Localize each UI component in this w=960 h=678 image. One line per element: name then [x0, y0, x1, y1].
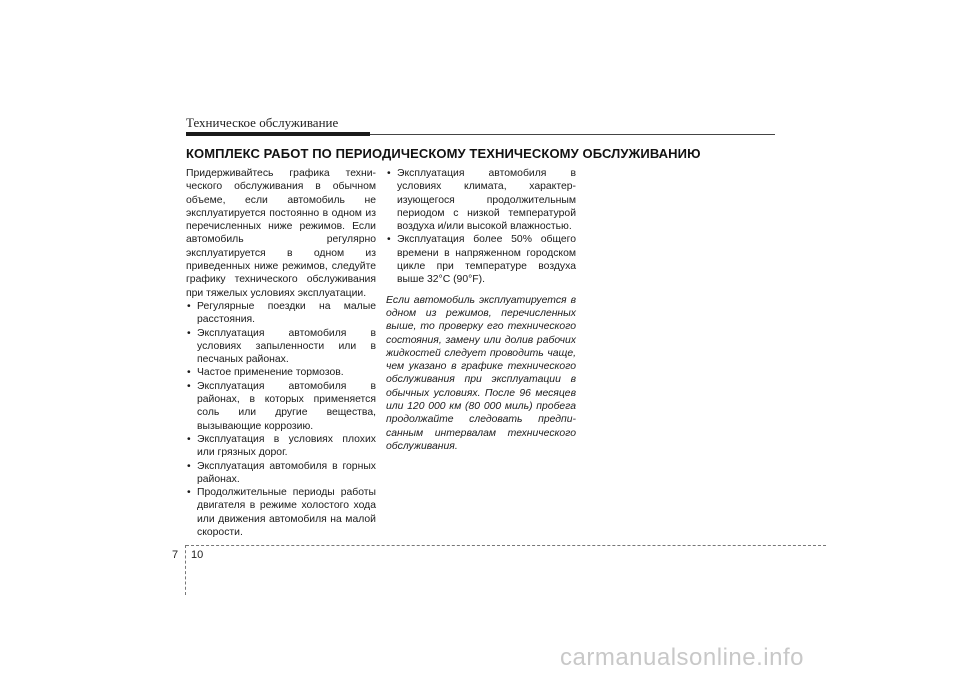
list-item: • Эксплуатация автомобиля в условиях климата, характер- изующегося продолжительным периодом с низкой температурой воздуха и/или высокой влажностью.	[386, 167, 576, 233]
left-column	[186, 167, 376, 539]
conditions-list-left	[186, 300, 376, 539]
list-item: • Эксплуатация автомобиля в районах, в которых применяется соль или другие вещества, вызывающие коррозию.	[186, 380, 376, 433]
list-item: • Эксплуатация автомобиля в условиях запыленности или в песчаных районах.	[186, 327, 376, 367]
list-item: • Эксплуатация в условиях плохих или грязных дорог.	[186, 433, 376, 460]
list-item: • Продолжительные периоды работы двигателя в режиме холостого хода или движения автомобиля на малой скорости.	[186, 486, 376, 539]
list-item: • Регулярные поездки на малые расстояния.	[186, 300, 376, 327]
list-item: • Эксплуатация более 50% общего времени в напряженном городском цикле при температуре воздуха выше 32°C (90°F).	[386, 233, 576, 286]
page-number: 10	[191, 549, 204, 561]
chapter-number: 7	[172, 549, 179, 561]
conditions-list-right	[386, 167, 576, 287]
list-item: • Эксплуатация автомобиля в горных районах.	[186, 460, 376, 487]
section-title: КОМПЛЕКС РАБОТ ПО ПЕРИОДИЧЕСКОМУ ТЕХНИЧЕСКОМУ ОБСЛУЖИВАНИЮ	[186, 146, 701, 161]
watermark: carmanualsonline.info	[560, 644, 804, 671]
footer-dashed-divider	[185, 545, 186, 595]
list-item: • Частое применение тормозов.	[186, 366, 376, 379]
right-column	[386, 167, 576, 453]
italic-note: Если автомобиль эксплуатируется в одном из режимов, перечисленных выше, то проверку его технического состояния, замену или долив рабочих жидкостей следует проводить чаще, чем указано в графике технического обслуживания при эксплуатации в обычных условиях. После 96 месяцев или 120 000 км (80 000 миль) пробега продолжайте следовать предпи- санным интервалам технического обслуживания.	[386, 294, 576, 452]
running-header: Техническое обслуживание	[186, 115, 339, 130]
header-rule-thin	[370, 134, 775, 135]
header-rule-thick	[186, 132, 370, 136]
intro-paragraph: Придерживайтесь графика техни- ческого обслуживания в обычном объеме, если автомобиль не эксплуатируется постоянно в одном из перечисленных ниже режимов. Если автомобиль регулярно эксплуатируется в одном из приведенных ниже режимов, следуйте графику технического обслуживания при тяжелых условиях эксплуатации.	[186, 168, 376, 299]
footer-dashed-rule	[186, 545, 826, 546]
